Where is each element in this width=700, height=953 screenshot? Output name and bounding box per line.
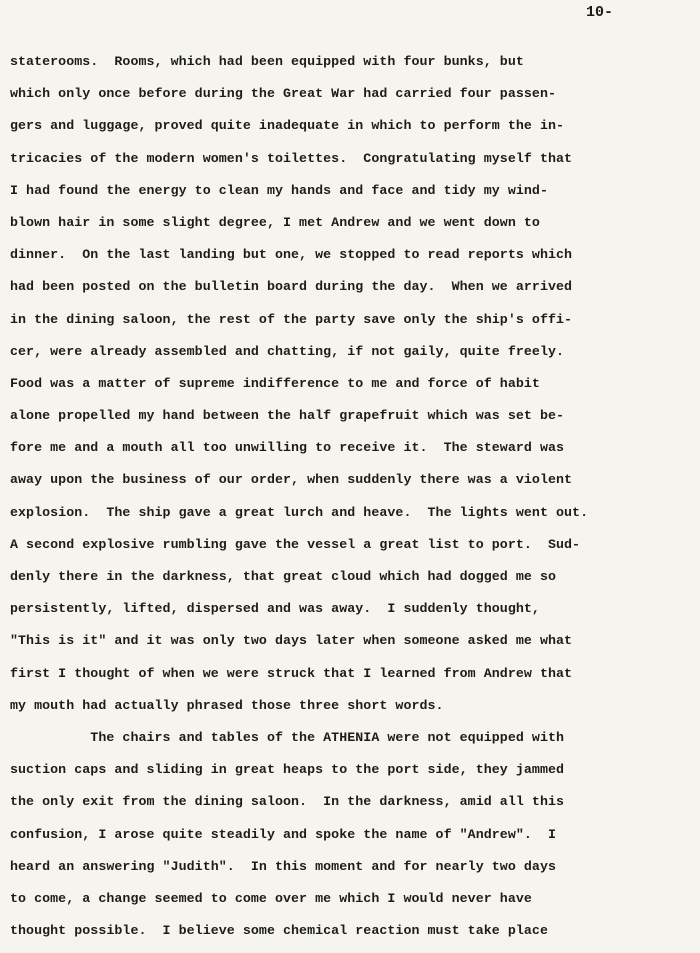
text-line: "This is it" and it was only two days later when someone asked me what (10, 633, 573, 649)
text-line: the only exit from the dining saloon. In the darkness, amid all this (10, 794, 565, 810)
text-line: fore me and a mouth all too unwilling to receive it. The steward was (10, 440, 565, 456)
text-line: explosion. The ship gave a great lurch and heave. The lights went out. (10, 504, 589, 520)
page-number: 10- (586, 4, 614, 21)
text-line: confusion, I arose quite steadily and spoke the name of "Andrew". I (10, 826, 557, 842)
text-line: first I thought of when we were struck that I learned from Andrew that (10, 665, 573, 681)
text-line: alone propelled my hand between the half grapefruit which was set be- (10, 408, 565, 424)
text-line: The chairs and tables of the ATHENIA were not equipped with (10, 729, 565, 745)
text-line: which only once before during the Great War had carried four passen- (10, 86, 557, 102)
text-line: cer, were already assembled and chatting, if not gaily, quite freely. (10, 343, 565, 359)
text-line: gers and luggage, proved quite inadequate in which to perform the in- (10, 118, 565, 134)
text-line: away upon the business of our order, when suddenly there was a violent (10, 472, 573, 488)
text-line: I had found the energy to clean my hands and face and tidy my wind- (10, 182, 548, 198)
text-line: my mouth had actually phrased those three short words. (10, 697, 444, 713)
text-line: suction caps and sliding in great heaps to the port side, they jammed (10, 762, 565, 778)
text-line: denly there in the darkness, that great cloud which had dogged me so (10, 569, 557, 584)
text-line: tricacies of the modern women's toilettes. Congratulating myself that (10, 150, 573, 166)
text-line: to come, a change seemed to come over me which I would never have (10, 890, 532, 906)
text-line: blown hair in some slight degree, I met Andrew and we went down to (10, 214, 540, 230)
text-line: dinner. On the last landing but one, we stopped to read reports which (10, 247, 573, 263)
text-line: thought possible. I believe some chemical reaction must take place (10, 923, 548, 939)
text-line: in the dining saloon, the rest of the party save only the ship's offi- (10, 311, 573, 327)
text-line: staterooms. Rooms, which had been equipped with four bunks, but (10, 54, 524, 69)
body-text (10, 52, 700, 953)
text-line: had been posted on the bulletin board during the day. When we arrived (10, 279, 573, 295)
text-line: heard an answering "Judith". In this moment and for nearly two days (10, 858, 557, 874)
text-line: Food was a matter of supreme indifference to me and force of habit (10, 375, 540, 391)
text-line: persistently, lifted, dispersed and was away. I suddenly thought, (10, 601, 540, 617)
text-line: A second explosive rumbling gave the vessel a great list to port. Sud- (10, 536, 581, 552)
